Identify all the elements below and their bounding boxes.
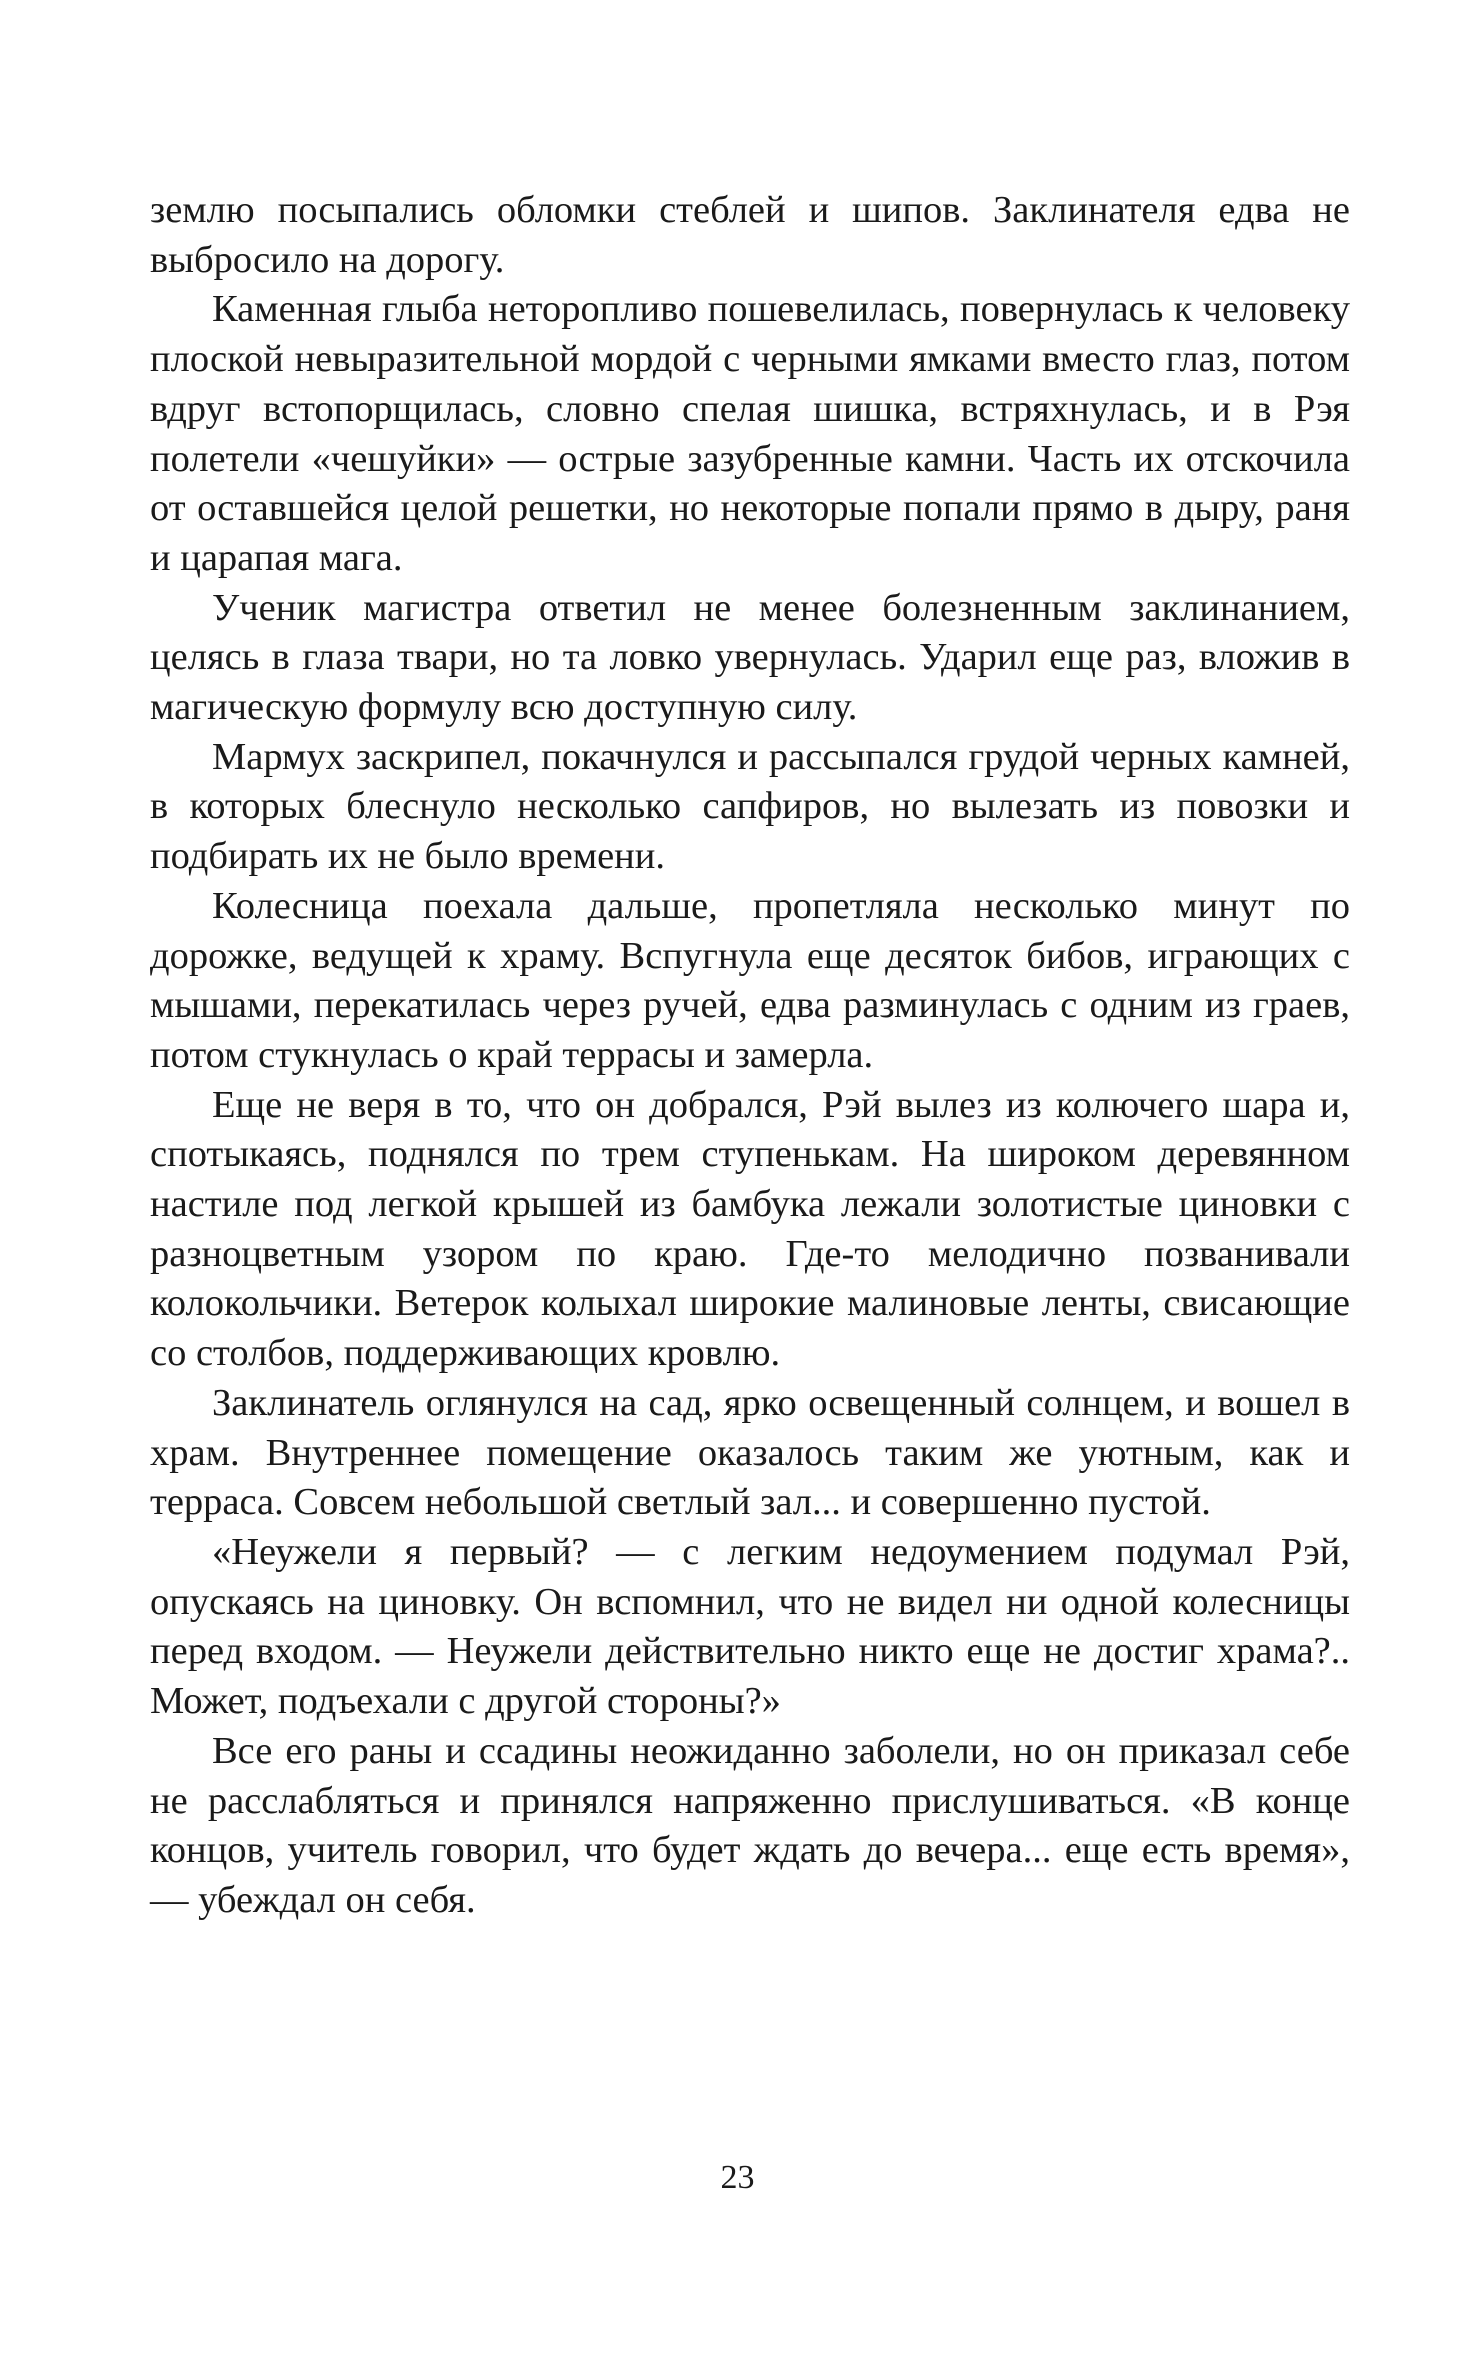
paragraph-5: Колесница поехала дальше, пропетляла несколько минут по дорожке, ведущей к храму. Вспугнула еще десяток бибов, играющих с мышами, перекатилась через ручей, едва разминулась с одним из граев, потом стукнулась о край террасы и замерла.	[150, 884, 1350, 1076]
paragraph-4: Мармух заскрипел, покачнулся и рассыпался грудой черных камней, в которых блеснуло несколько сапфиров, но вылезать из повозки и подбирать их не было времени.	[150, 735, 1350, 878]
paragraph-2: Каменная глыба неторопливо пошевелилась, повернулась к человеку плоской невыразительной мордой с черными ямками вместо глаз, потом вдруг встопорщилась, словно спелая шишка, встряхнулась, и в Рэя полетели «чешуйки» — острые зазубренные камни. Часть их отскочила от оставшейся целой решетки, но некоторые попали прямо в дыру, раня и царапая мага.	[150, 288, 1350, 579]
page-body	[150, 186, 1350, 1926]
paragraph-9: Все его раны и ссадины неожиданно заболели, но он приказал себе не расслабляться и принялся напряженно прислушиваться. «В конце концов, учитель говорил, что будет ждать до вечера... еще есть время», — убеждал он себя.	[150, 1729, 1350, 1921]
paragraph-1: землю посыпались обломки стеблей и шипов. Заклинателя едва не выбросило на дорогу.	[150, 189, 1350, 281]
paragraph-6: Еще не веря в то, что он добрался, Рэй вылез из колючего шара и, спотыкаясь, поднялся по трем ступенькам. На широком деревянном настиле под легкой крышей из бамбука лежали золотистые циновки с разноцветным узором по краю. Где-то мелодично позванивали колокольчики. Ветерок колыхал широкие малиновые ленты, свисающие со столбов, поддерживающих кровлю.	[150, 1083, 1350, 1375]
page-number: 23	[720, 2159, 755, 2196]
paragraph-3: Ученик магистра ответил не менее болезненным заклинанием, целясь в глаза твари, но та ловко увернулась. Ударил еще раз, вложив в магическую формулу всю доступную силу.	[150, 586, 1350, 729]
paragraph-7: Заклинатель оглянулся на сад, ярко освещенный солнцем, и вошел в храм. Внутреннее помещение оказалось таким же уютным, как и терраса. Совсем небольшой светлый зал... и совершенно пустой.	[150, 1381, 1350, 1524]
paragraph-8: «Неужели я первый? — с легким недоумением подумал Рэй, опускаясь на циновку. Он вспомнил, что не видел ни одной колесницы перед входом. — Неужели действительно никто еще не достиг храма?.. Может, подъехали с другой стороны?»	[150, 1530, 1350, 1723]
